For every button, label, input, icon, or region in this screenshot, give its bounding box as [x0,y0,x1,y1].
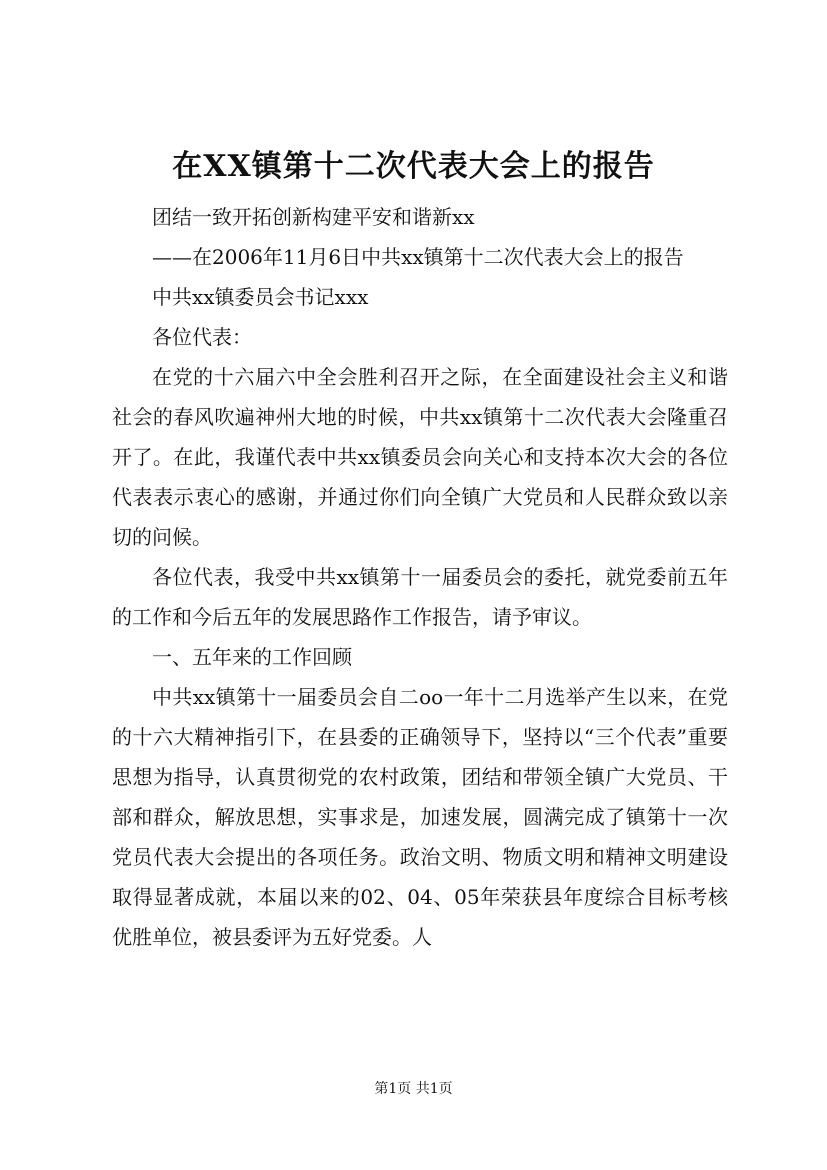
body-paragraph: 各位代表，我受中共xx镇第十一届委员会的委托，就党委前五年的工作和今后五年的发展思路作工作报告，请予审议。 [112,565,728,629]
document-title: 在XX镇第十二次代表大会上的报告 [172,149,655,184]
page-number-footer: 第1页 共1页 [374,1081,453,1097]
document-body [112,197,728,957]
section-heading: 一、五年来的工作回顾 [152,645,352,669]
body-paragraph: 中共xx镇第十一届委员会自二oo一年十二月选举产生以来，在党的十六大精神指引下，在县委的正确领导下，坚持以“三个代表”重要思想为指导，认真贯彻党的农村政策，团结和带领全镇广大党员、干部和群众，解放思想，实事求是，加速发展，圆满完成了镇第十一次党员代表大会提出的各项任务。政治文明、物质文明和精神文明建设取得显著成就，本届以来的02、04、05年荣获县年度综合目标考核优胜单位，被县委评为五好党委。人 [112,685,728,949]
author-paragraph: 中共xx镇委员会书记xxx [152,285,369,309]
salutation-paragraph: 各位代表： [152,325,252,349]
subtitle-paragraph: 团结一致开拓创新构建平安和谐新xx [152,205,475,229]
body-paragraph: 在党的十六届六中全会胜利召开之际，在全面建设社会主义和谐社会的春风吹遍神州大地的时候，中共xx镇第十二次代表大会隆重召开了。在此，我谨代表中共xx镇委员会向关心和支持本次大会的各位代表表示衷心的感谢，并通过你们向全镇广大党员和人民群众致以亲切的问候。 [112,365,728,549]
report-occasion-paragraph: ——在2006年11月6日中共xx镇第十二次代表大会上的报告 [152,245,684,269]
